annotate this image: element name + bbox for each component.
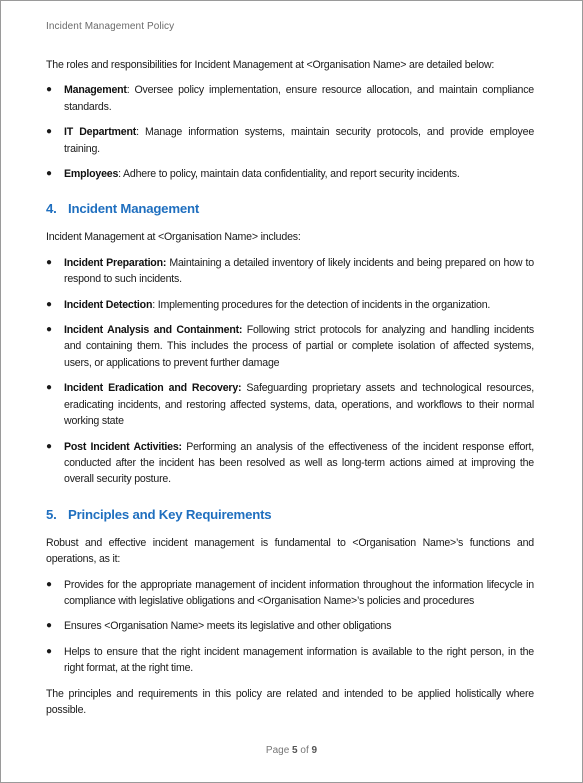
item-text: : Manage information systems, maintain security protocols, and provide employee training. — [64, 126, 535, 155]
item-text: Performing an analysis of the effectiveness of the incident response effort, conducted after the incident has been resolved as well as long-term actions aimed at improving the overall security posture. — [64, 440, 535, 486]
list-item — [46, 255, 534, 288]
list-item — [46, 439, 534, 488]
item-text: Ensures <Organisation Name> meets its legislative and other obligations — [64, 620, 392, 633]
list-item — [46, 297, 534, 313]
list-item — [46, 322, 534, 371]
section-heading — [46, 200, 534, 218]
document-body — [46, 57, 534, 727]
list-item — [46, 82, 534, 115]
section-heading — [46, 506, 534, 524]
item-term: Management — [64, 84, 127, 97]
bullet-icon: ● — [46, 84, 52, 96]
list-item — [46, 380, 534, 429]
running-header: Incident Management Policy — [46, 21, 175, 32]
roles-intro: The roles and responsibilities for Incident Management at <Organisation Name> are detailed below: — [46, 59, 495, 71]
item-term: Incident Preparation: — [64, 256, 167, 269]
list-item — [46, 618, 534, 634]
section-intro: Robust and effective incident management is fundamental to <Organisation Name>’s functions and operations, as it: — [46, 536, 534, 566]
bullet-icon: ● — [46, 256, 52, 268]
item-term: Post Incident Activities: — [64, 440, 182, 453]
section-title: Principles and Key Requirements — [68, 506, 272, 522]
section-number: 5. — [46, 506, 57, 522]
list-item — [46, 166, 534, 182]
item-term: Incident Eradication and Recovery: — [64, 382, 242, 395]
bullet-icon: ● — [46, 578, 52, 590]
bullet-icon: ● — [46, 126, 52, 138]
item-text: Maintaining a detailed inventory of likely incidents and being prepared on how to respond to such incidents. — [64, 256, 534, 286]
bullet-icon: ● — [46, 324, 52, 336]
section-title: Incident Management — [68, 201, 200, 217]
item-text: : Oversee policy implementation, ensure resource allocation, and maintain compliance standards. — [64, 84, 534, 113]
page-footer — [1, 745, 582, 756]
section-number: 4. — [46, 201, 57, 217]
item-text: : Implementing procedures for the detection of incidents in the organization. — [152, 298, 491, 311]
item-term: Incident Detection — [64, 298, 153, 311]
bullet-icon: ● — [46, 168, 52, 180]
principles-list — [46, 577, 534, 677]
closing-paragraph: The principles and requirements in this policy are related and intended to be applied holistically where possible. — [46, 687, 534, 716]
item-text: Safeguarding proprietary assets and technological resources, eradicating incidents, and restoring affected systems, data, operations, and workflows to their normal working state — [64, 382, 534, 428]
page-number: 5 — [292, 745, 298, 756]
bullet-icon: ● — [46, 382, 52, 394]
item-text: Provides for the appropriate management of incident information throughout the information lifecycle in compliance with legislative obligations and <Organisation Name>’s policies and procedures — [64, 578, 534, 607]
list-item — [46, 644, 534, 677]
item-term: Incident Analysis and Containment: — [64, 324, 243, 337]
item-text: Following strict protocols for analyzing and handling incidents and containing them. This includes the process of partial or complete isolation of affected systems, users, or applications to prevent further damage — [64, 324, 535, 369]
bullet-icon: ● — [46, 620, 52, 632]
bullet-icon: ● — [46, 298, 52, 310]
list-item — [46, 124, 534, 157]
page-word: Page — [265, 745, 293, 756]
bullet-icon: ● — [46, 440, 52, 452]
item-term: IT Department — [64, 126, 137, 139]
roles-list — [46, 82, 534, 182]
of-word: of — [297, 745, 312, 756]
list-item — [46, 577, 534, 610]
item-term: Employees — [64, 168, 119, 181]
item-text: : Adhere to policy, maintain data confidentiality, and report security incidents. — [118, 168, 460, 181]
item-text: Helps to ensure that the right incident management information is available to the right person, in the right format, at the right time. — [64, 645, 534, 675]
bullet-icon: ● — [46, 645, 52, 657]
total-pages: 9 — [311, 745, 318, 756]
incident-management-list — [46, 255, 534, 488]
section-intro: Incident Management at <Organisation Name> includes: — [46, 231, 301, 244]
